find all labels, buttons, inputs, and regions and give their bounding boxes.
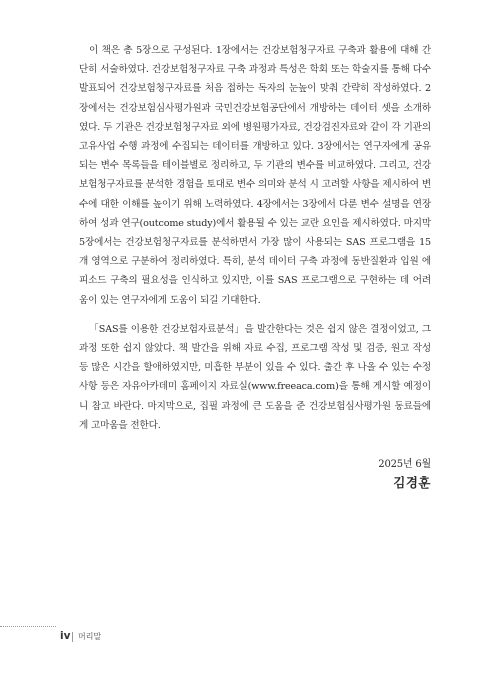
footer-separator: [72, 632, 73, 642]
page-footer: [0, 626, 500, 650]
page-number: iv: [60, 630, 71, 642]
preface-paragraph-2: 「SAS를 이용한 건강보험자료분석」을 발간한다는 것은 쉽지 않은 결정이었고, 그 과정 또한 쉽지 않았다. 책 발간을 위해 자료 수집, 프로그램 작성 및 검증, 원고 작성 등 많은 시간을 할애하였지만, 미흡한 부분이 있을 수 있다. 출간 후 나올 수 있는 수정사항 등은 자유아카데미 홈페이지 자료실(www.freeaca.com)을 통해 게시할 예정이니 참고 바란다. 마지막으로, 집필 과정에 큰 도움을 준 건강보험심사평가원 동료들에게 고마움을 전한다.: [79, 323, 431, 431]
running-head: 머리말: [78, 632, 102, 641]
footer-dotted-rule: [0, 626, 56, 627]
signature-author: 김경훈: [393, 475, 431, 490]
signature-date: 2025년 6월: [378, 459, 431, 470]
preface-body: [79, 41, 431, 435]
preface-paragraph-1: 이 책은 총 5장으로 구성된다. 1장에서는 건강보험청구자료 구축과 활용에 대해 간단히 서술하였다. 건강보험청구자료 구축 과정과 특성은 학회 또는 학술지를 통해 다수 발표되어 건강보험청구자료를 처음 접하는 독자의 눈높이 맞춰 간략히 작성하였다. 2장에서는 건강보험심사평가원과 국민건강보험공단에서 개방하는 데이터 셋을 소개하였다. 두 기관은 건강보험청구자료 외에 병원평가자료, 건강검진자료와 같이 각 기관의 고유사업 수행 과정에 수집되는 데이터를 개방하고 있다. 3장에서는 연구자에게 공유되는 변수 목록들을 테이블별로 정리하고, 두 기관의 변수를 비교하였다. 그리고, 건강보험청구자료를 분석한 경험을 토대로 변수 의미와 분석 시 고려할 사항을 제시하여 변수에 대한 이해를 높이기 위해 노력하였다. 4장에서는 3장에서 다룬 변수 설명을 연장하여 성과 연구(outcome study)에서 활용될 수 있는 교란 요인을 제시하였다. 마지막 5장에서는 건강보험청구자료를 분석하면서 가장 많이 사용되는 SAS 프로그램을 15개 영역으로 구분하여 정리하였다. 특히, 분석 데이터 구축 과정에 동반질환과 입원 에피소드 구축의 필요성을 인식하고 있지만, 이를 SAS 프로그램으로 구현하는 데 어려움이 있는 연구자에게 도움이 되길 기대한다.: [79, 45, 431, 306]
